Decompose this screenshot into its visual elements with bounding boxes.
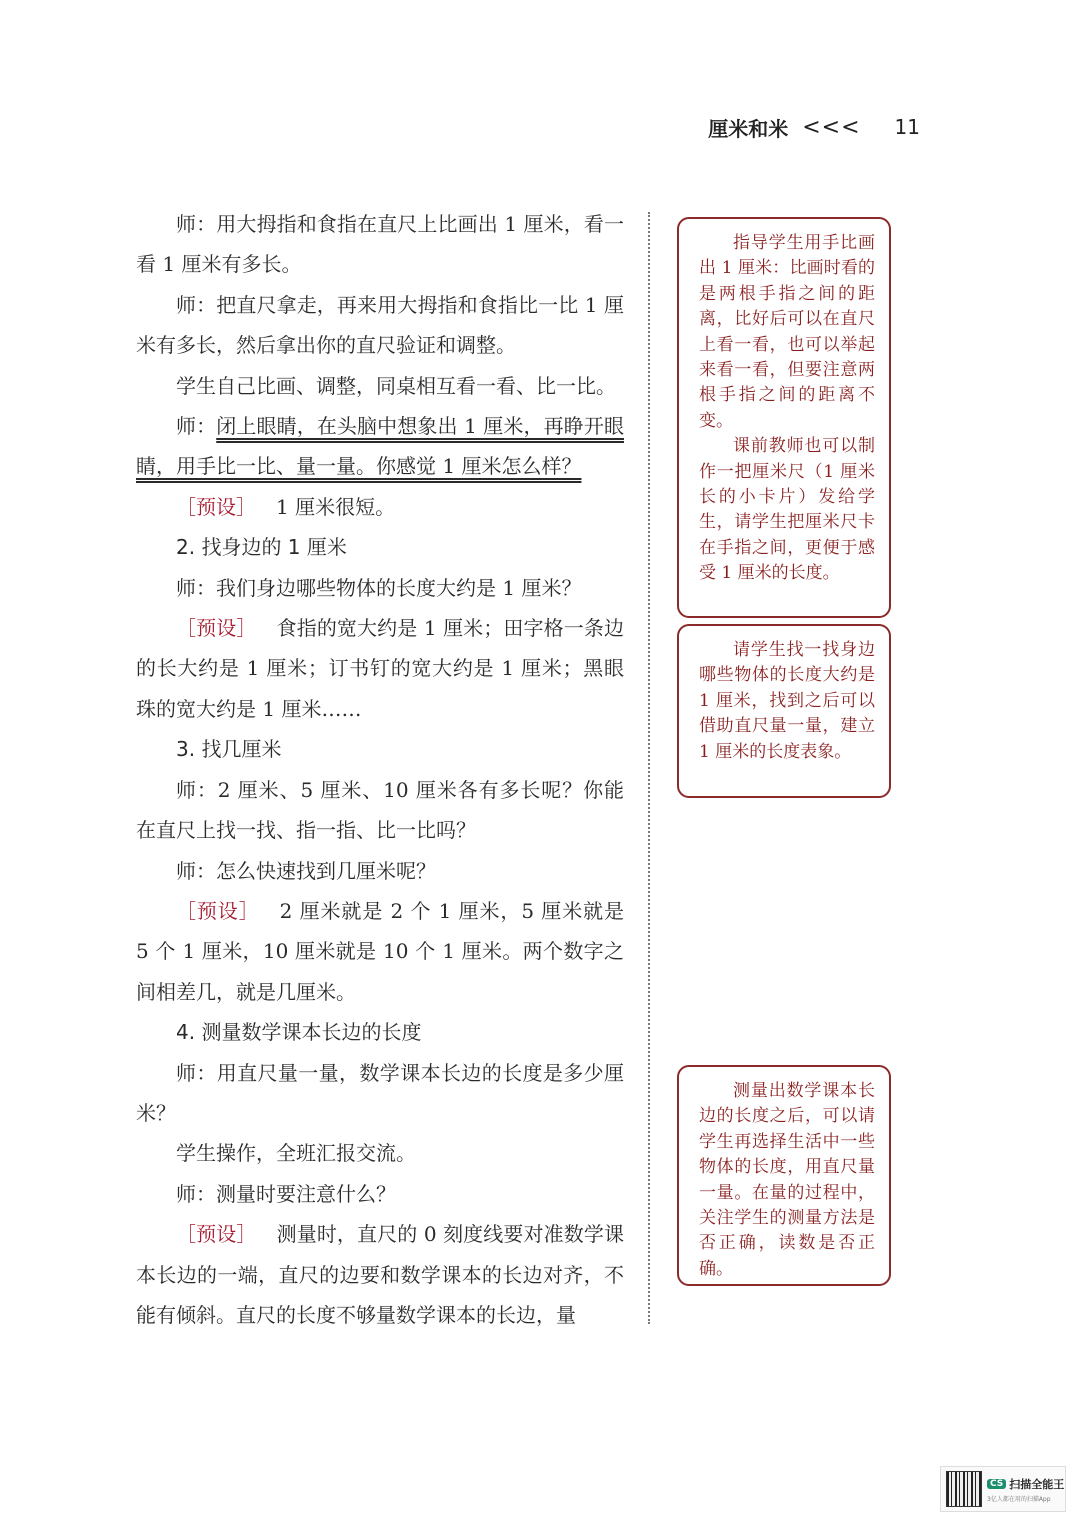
preset-text: 2 厘米就是 2 个 1 厘米，5 厘米就是 5 个 1 厘米，10 厘米就是 10 个 1 厘米。两个数字之间相差几，就是几厘米。 bbox=[136, 898, 625, 1004]
section-heading: 3. 找几厘米 bbox=[176, 737, 282, 762]
paragraph: 学生自己比画、调整，同桌相互看一看、比一比。 bbox=[176, 373, 616, 398]
paragraph: 师：怎么快速找到几厘米呢？ bbox=[176, 858, 436, 883]
margin-note-1 bbox=[677, 217, 891, 618]
page-number: 11 bbox=[894, 115, 920, 139]
paragraph: 师：测量时要注意什么？ bbox=[176, 1181, 396, 1206]
qr-code-icon bbox=[947, 1472, 981, 1506]
column-divider bbox=[648, 212, 650, 1324]
preset-paragraph bbox=[136, 487, 624, 527]
note-paragraph: 请学生找一找身边哪些物体的长度大约是 1 厘米，找到之后可以借助直尺量一量，建立 1 厘米的长度表象。 bbox=[699, 640, 875, 762]
preset-tag: ［预设］ bbox=[176, 898, 260, 923]
running-header bbox=[708, 112, 920, 142]
paragraph bbox=[136, 406, 624, 487]
speaker-label: 师： bbox=[176, 414, 217, 439]
preset-tag: ［预设］ bbox=[176, 616, 257, 641]
paragraph: 学生操作，全班汇报交流。 bbox=[176, 1141, 416, 1166]
paragraph: 师：用直尺量一量，数学课本长边的长度是多少厘米？ bbox=[136, 1060, 624, 1125]
margin-note-2 bbox=[677, 624, 891, 798]
chevron-icon: <<< bbox=[802, 114, 861, 140]
preset-paragraph bbox=[136, 1214, 624, 1335]
preset-paragraph bbox=[136, 608, 624, 729]
chapter-title: 厘米和米 bbox=[708, 116, 789, 141]
scanner-watermark bbox=[940, 1466, 1066, 1512]
app-tagline: 3亿人都在用的扫描App bbox=[987, 1495, 1051, 1503]
paragraph: 师：把直尺拿走，再来用大拇指和食指比一比 1 厘米有多长，然后拿出你的直尺验证和调整。 bbox=[136, 292, 624, 358]
note-paragraph: 课前教师也可以制作一把厘米尺（1 厘米长的小卡片）发给学生，请学生把厘米尺卡在手指之间，更便于感受 1 厘米的长度。 bbox=[699, 436, 875, 584]
margin-note-3 bbox=[677, 1065, 891, 1286]
preset-paragraph bbox=[136, 891, 624, 1012]
paragraph: 师：我们身边哪些物体的长度大约是 1 厘米？ bbox=[176, 575, 582, 600]
note-paragraph: 指导学生用手比画出 1 厘米：比画时看的是两根手指之间的距离，比好后可以在直尺上看一看，也可以举起来看一看，但要注意两根手指之间的距离不变。 bbox=[699, 233, 875, 431]
section-heading: 2. 找身边的 1 厘米 bbox=[176, 535, 347, 560]
preset-tag: ［预设］ bbox=[176, 1222, 257, 1247]
preset-text: 1 厘米很短。 bbox=[276, 494, 396, 519]
section-heading: 4. 测量数学课本长边的长度 bbox=[176, 1020, 422, 1045]
preset-text: 测量时，直尺的 0 刻度线要对准数学课本长边的一端，直尺的边要和数学课本的长边对齐，不能有倾斜。直尺的长度不够量数学课本的长边，量 bbox=[136, 1222, 624, 1327]
main-text-column bbox=[136, 204, 624, 1335]
app-name: 扫描全能王 bbox=[1009, 1477, 1065, 1491]
preset-tag: ［预设］ bbox=[176, 494, 256, 519]
cs-logo: CS bbox=[987, 1479, 1006, 1489]
note-paragraph: 测量出数学课本长边的长度之后，可以请学生再选择生活中一些物体的长度，用直尺量一量。在量的过程中，关注学生的测量方法是否正确，读数是否正确。 bbox=[699, 1081, 875, 1279]
preset-text: 食指的宽大约是 1 厘米；田字格一条边的长大约是 1 厘米；订书钉的宽大约是 1 厘米；黑眼珠的宽大约是 1 厘米…… bbox=[136, 616, 624, 721]
underlined-text: 闭上眼睛，在头脑中想象出 1 厘米，再睁开眼睛，用手比一比、量一量。你感觉 1 厘米怎么样？ bbox=[136, 414, 624, 479]
paragraph: 师：用大拇指和食指在直尺上比画出 1 厘米，看一看 1 厘米有多长。 bbox=[136, 212, 624, 277]
paragraph: 师：2 厘米、5 厘米、10 厘米各有多长呢？你能在直尺上找一找、指一指、比一比吗？ bbox=[136, 777, 624, 843]
